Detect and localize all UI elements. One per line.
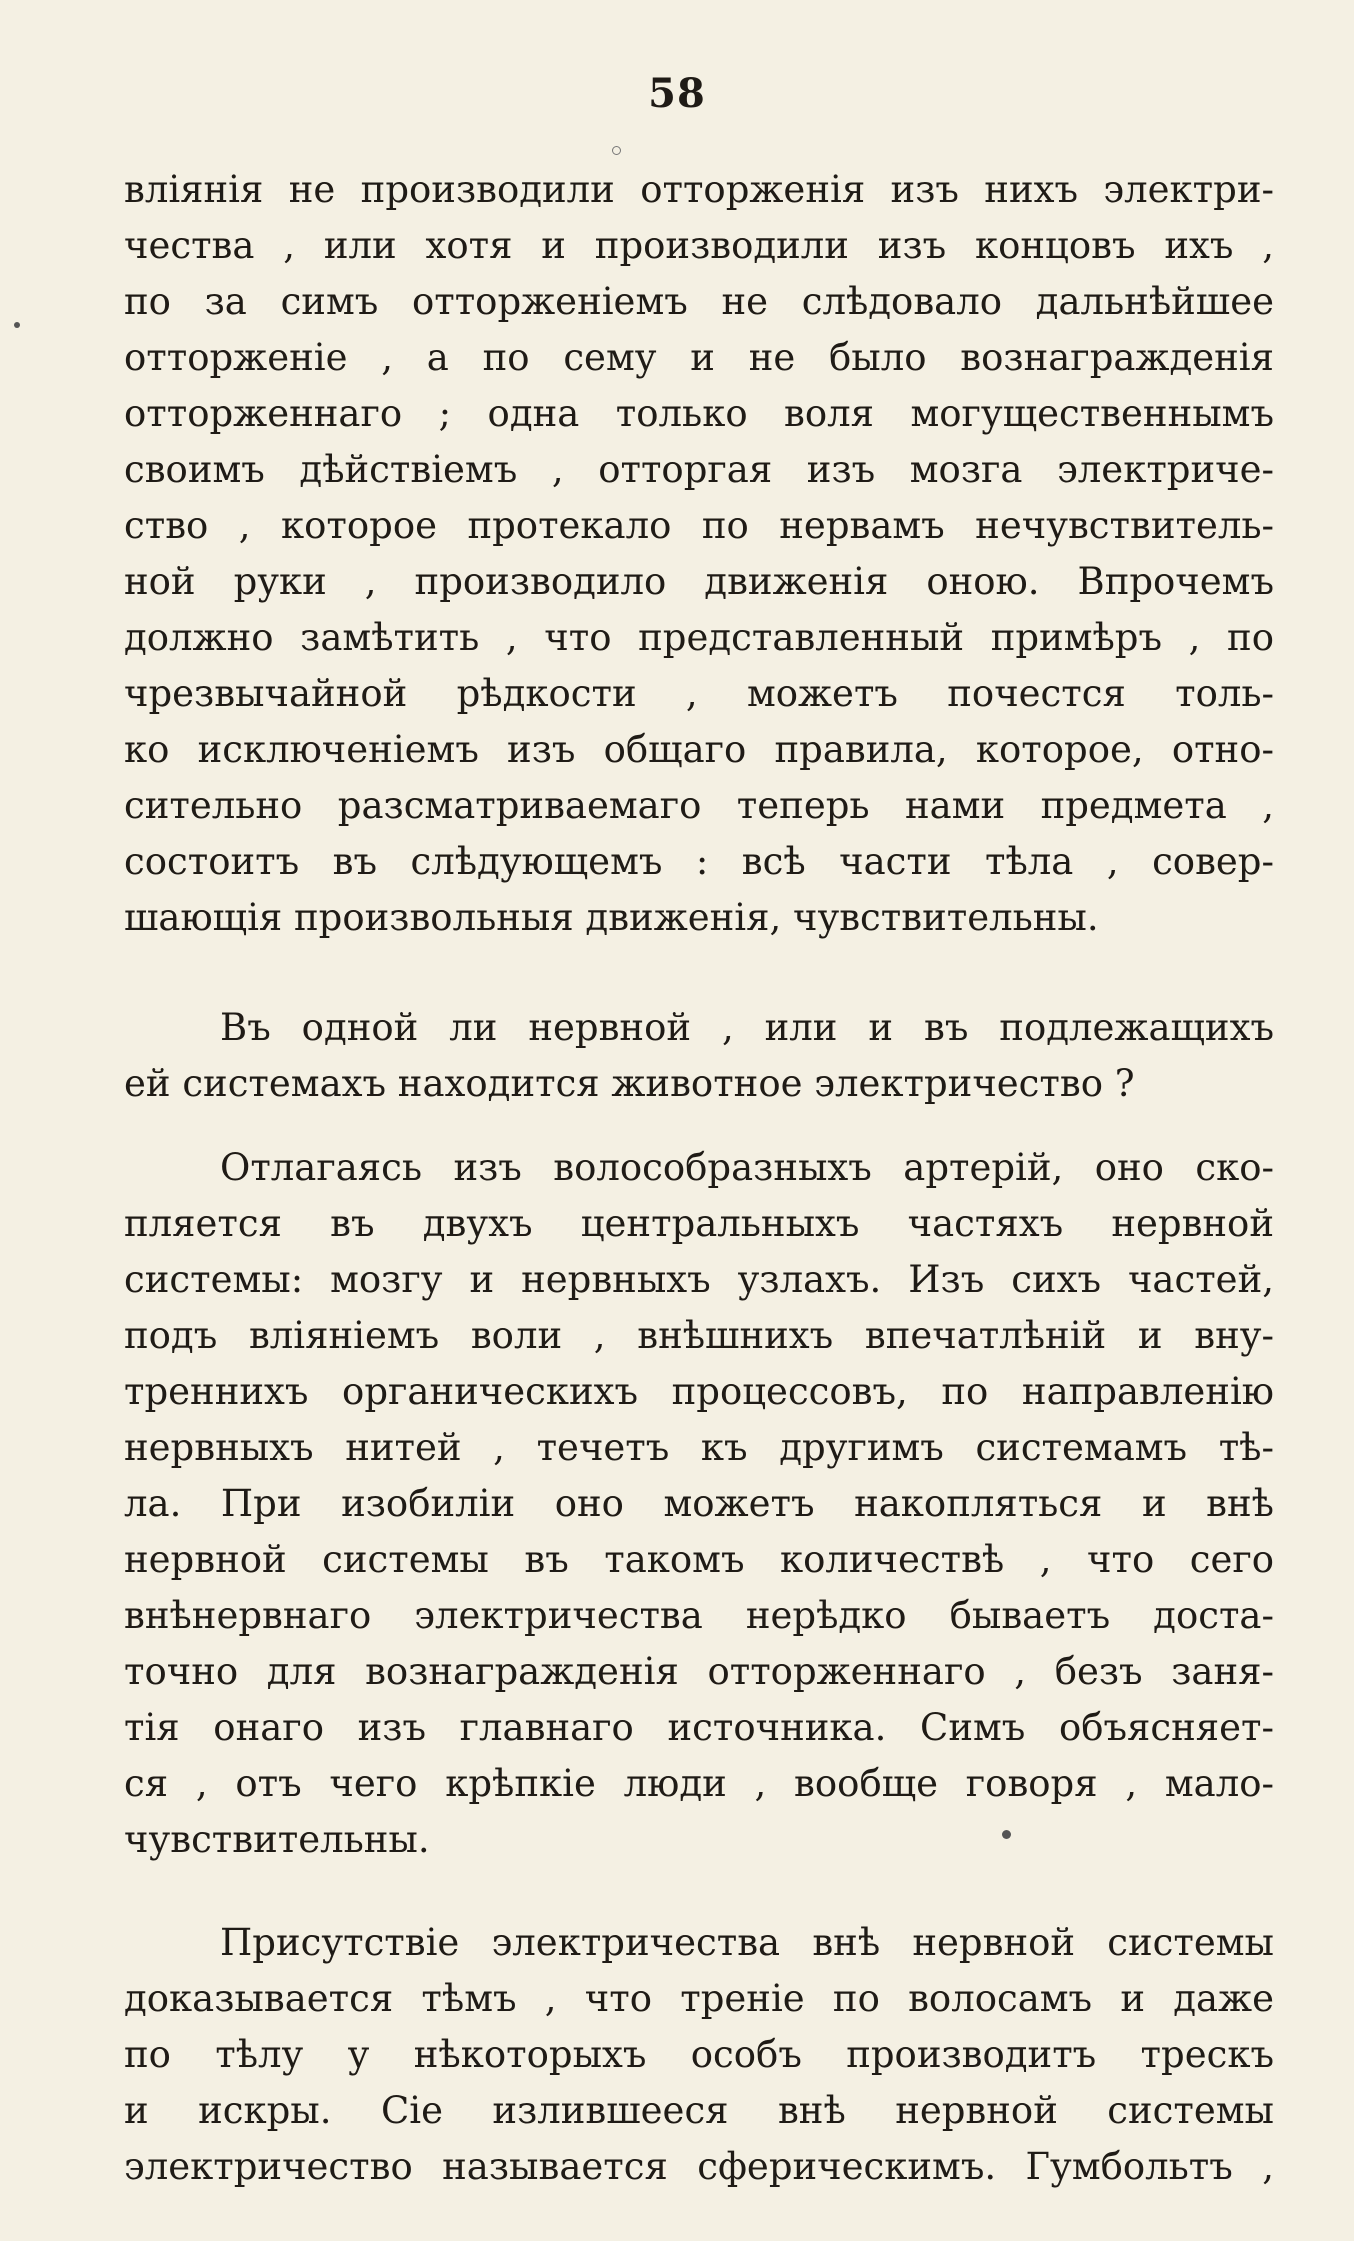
text-line: системы: мозгу и нервныхъ узлахъ. Изъ сихъ частей, xyxy=(124,1258,1274,1301)
text-line: ей системахъ находится животное электричество ? xyxy=(124,1062,1135,1105)
text-line: внѣнервнаго электричества нерѣдко бываетъ доста- xyxy=(124,1594,1274,1637)
text-line: электричество называется сферическимъ. Гумбольтъ , xyxy=(124,2145,1274,2188)
paragraph-1 xyxy=(124,162,1274,946)
ink-speck xyxy=(14,322,20,328)
text-line: Отлагаясь изъ волособразныхъ артерiй, оно ско- xyxy=(220,1146,1274,1189)
text-line: должно замѣтить , что представленный примѣръ , по xyxy=(124,616,1274,659)
text-line: нервныхъ нитей , течетъ къ другимъ системамъ тѣ- xyxy=(124,1426,1274,1469)
text-line: нервной системы въ такомъ количествѣ , что сего xyxy=(124,1538,1274,1581)
text-line: ство , которое протекало по нервамъ нечувствитель- xyxy=(124,504,1274,547)
paragraph-4 xyxy=(124,1915,1274,2195)
text-line: Присутствiе электричества внѣ нервной системы xyxy=(220,1921,1274,1964)
ink-speck xyxy=(612,146,621,155)
text-line: по за симъ отторженiемъ не слѣдовало дальнѣйшее xyxy=(124,280,1274,323)
text-line: доказывается тѣмъ , что тренiе по волосамъ и даже xyxy=(124,1977,1274,2020)
text-line: треннихъ органическихъ процессовъ, по направленiю xyxy=(124,1370,1274,1413)
text-line: Въ одной ли нервной , или и въ подлежащихъ xyxy=(220,1006,1274,1049)
text-line: отторженiе , а по сему и не было вознагражденiя xyxy=(124,336,1274,379)
text-line: точно для вознагражденiя отторженнаго , безъ заня- xyxy=(124,1650,1274,1693)
text-line: влiянiя не производили отторженiя изъ нихъ электри- xyxy=(124,168,1274,211)
text-line: сительно разсматриваемаго теперь нами предмета , xyxy=(124,784,1274,827)
page-number: 58 xyxy=(648,70,706,117)
text-line: ной руки , производило движенiя оною. Впрочемъ xyxy=(124,560,1274,603)
text-line: отторженнаго ; одна только воля могущественнымъ xyxy=(124,392,1274,435)
text-line: ла. При изобилiи оно можетъ накопляться и внѣ xyxy=(124,1482,1274,1525)
paragraph-3 xyxy=(124,1140,1274,1868)
text-line: ся , отъ чего крѣпкiе люди , вообще говоря , мало- xyxy=(124,1762,1274,1805)
text-line: чрезвычайной рѣдкости , можетъ почестся толь- xyxy=(124,672,1274,715)
text-line: по тѣлу у нѣкоторыхъ особъ производитъ трескъ xyxy=(124,2033,1274,2076)
text-line: пляется въ двухъ центральныхъ частяхъ нервной xyxy=(124,1202,1274,1245)
text-line: тiя онаго изъ главнаго источника. Симъ объясняет- xyxy=(124,1706,1274,1749)
text-line: подъ влiянiемъ воли , внѣшнихъ впечатлѣнiй и вну- xyxy=(124,1314,1274,1357)
text-line: состоитъ въ слѣдующемъ : всѣ части тѣла , совер- xyxy=(124,840,1274,883)
ink-speck xyxy=(1002,1830,1011,1839)
text-line: чества , или хотя и производили изъ концовъ ихъ , xyxy=(124,224,1274,267)
text-line: своимъ дѣйствiемъ , отторгая изъ мозга электриче- xyxy=(124,448,1274,491)
text-line: и искры. Сiе излившееся внѣ нервной системы xyxy=(124,2089,1274,2132)
text-line: ко исключенiемъ изъ общаго правила, которое, отно- xyxy=(124,728,1274,771)
paragraph-2 xyxy=(124,1000,1274,1112)
text-line: шающiя произвольныя движенiя, чувствительны. xyxy=(124,896,1099,939)
text-line: чувствительны. xyxy=(124,1818,430,1861)
